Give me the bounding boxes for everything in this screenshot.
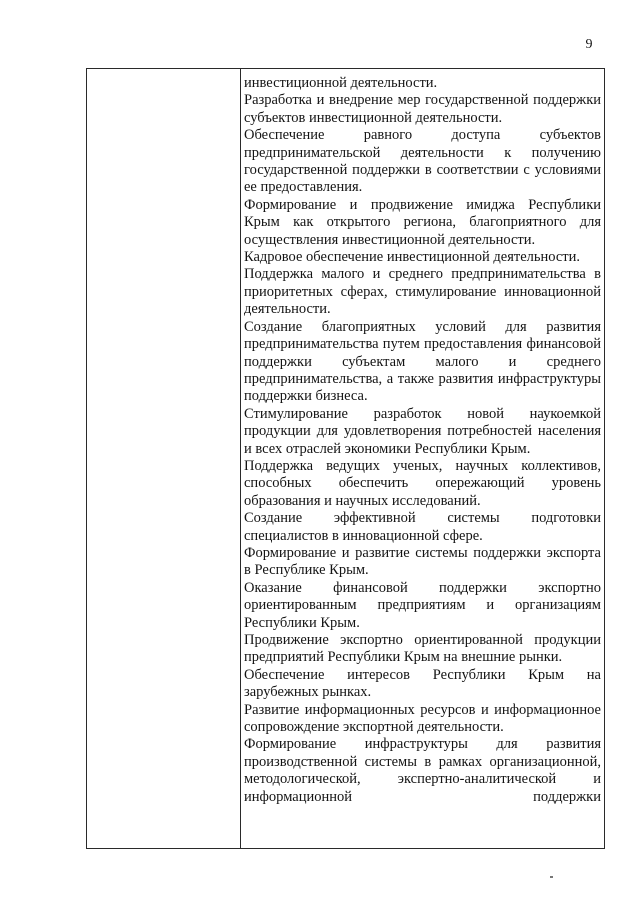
scan-speck [550, 876, 553, 878]
paragraph-staffing: Кадровое обеспечение инвестиционной деятельности. [244, 249, 581, 266]
paragraph-favorable-conditions: Создание благоприятных условий для развития предпринимательства путем предоставления финансовой поддержки субъектам малого и среднего предпринимательства, а также развития инфраструктуры поддержки бизнеса. [244, 318, 601, 405]
page-number: 9 [585, 37, 593, 52]
content-table [86, 68, 605, 849]
paragraph-infrastructure-formation: Формирование инфраструктуры для развития производственной системы в рамках организационной, методологической, экспертно-аналитической и информационной поддержки [244, 736, 601, 805]
paragraph-science-intensive-products: Стимулирование разработок новой наукоемкой продукции для удовлетворения потребностей населения и всех отраслей экономики Республики Крым. [244, 405, 601, 457]
table-left-cell [87, 69, 241, 848]
paragraph-state-support-measures: Разработка и внедрение мер государственной поддержки субъектов инвестиционной деятельности. [244, 92, 601, 126]
paragraph-innovation-specialists: Создание эффективной системы подготовки специалистов в инновационной сфере. [244, 510, 601, 544]
paragraph-image-promotion: Формирование и продвижение имиджа Республики Крым как открытого региона, благоприятного для осуществления инвестиционной деятельности. [244, 196, 601, 248]
paragraph-leading-scientists: Поддержка ведущих ученых, научных коллективов, способных обеспечить опережающий уровень образования и научных исследований. [244, 457, 601, 509]
paragraph-export-support-system: Формирование и развитие системы поддержки экспорта в Республике Крым. [244, 544, 601, 579]
paragraph-equal-access: Обеспечение равного доступа субъектов предпринимательской деятельности к получению государственной поддержки в соответствии с условиями ее предоставления. [244, 127, 601, 196]
paragraph-investment-activity-continuation: инвестиционной деятельности. [244, 75, 438, 91]
paragraph-foreign-markets: Обеспечение интересов Республики Крым на зарубежных рынках. [244, 666, 601, 701]
table-right-cell [244, 75, 601, 806]
paragraph-small-business-support: Поддержка малого и среднего предпринимательства в приоритетных сферах, стимулирование инновационной деятельности. [244, 266, 601, 318]
paragraph-export-promotion: Продвижение экспортно ориентированной продукции предприятий Республики Крым на внешние рынки. [244, 632, 601, 666]
paragraph-export-financial-support: Оказание финансовой поддержки экспортно ориентированным предприятиям и организациям Республики Крым. [244, 579, 601, 631]
paragraph-information-resources: Развитие информационных ресурсов и информационное сопровождение экспортной деятельности. [244, 701, 601, 736]
